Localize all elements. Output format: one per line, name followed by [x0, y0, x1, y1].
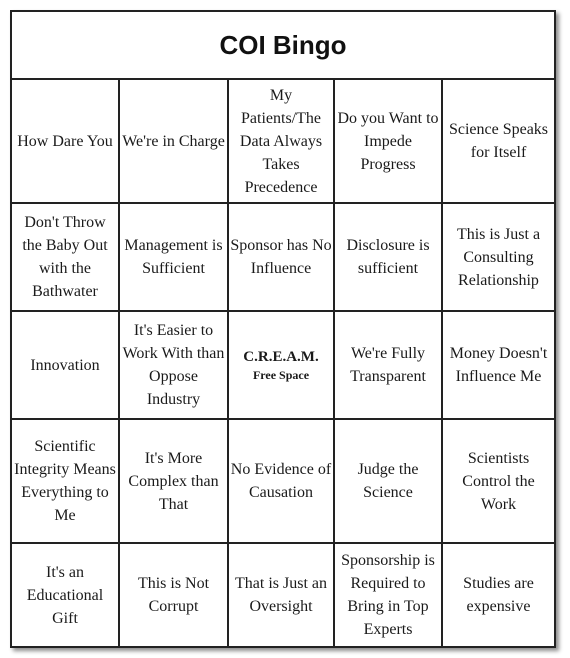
bingo-cell-r4c5: Scientists Control the Work — [443, 420, 554, 544]
bingo-cell-r3c5: Money Doesn't Influence Me — [443, 312, 554, 420]
bingo-cell-r2c3: Sponsor has No Influence — [229, 204, 335, 312]
bingo-cell-r5c2: This is Not Corrupt — [120, 544, 229, 646]
bingo-cell-r4c3: No Evidence of Causation — [229, 420, 335, 544]
bingo-cell-r1c1: How Dare You — [12, 80, 120, 204]
bingo-cell-r3c1: Innovation — [12, 312, 120, 420]
bingo-cell-r2c1: Don't Throw the Baby Out with the Bathwater — [12, 204, 120, 312]
free-space-cell — [229, 312, 335, 420]
bingo-cell-r1c2: We're in Charge — [120, 80, 229, 204]
free-space-title: C.R.E.A.M. — [243, 349, 319, 365]
bingo-cell-r2c5: This is Just a Consulting Relationship — [443, 204, 554, 312]
bingo-cell-r4c2: It's More Complex than That — [120, 420, 229, 544]
card-title: COI Bingo — [12, 12, 554, 80]
bingo-grid — [12, 80, 554, 646]
bingo-cell-r2c4: Disclosure is sufficient — [335, 204, 443, 312]
bingo-cell-r1c4: Do you Want to Impede Progress — [335, 80, 443, 204]
free-space-label: Free Space — [252, 368, 310, 382]
bingo-cell-r2c2: Management is Sufficient — [120, 204, 229, 312]
bingo-cell-r3c2: It's Easier to Work With than Oppose Industry — [120, 312, 229, 420]
bingo-cell-r4c4: Judge the Science — [335, 420, 443, 544]
bingo-cell-r5c3: That is Just an Oversight — [229, 544, 335, 646]
bingo-cell-r5c5: Studies are expensive — [463, 575, 534, 615]
bingo-card — [10, 10, 556, 648]
bingo-cell-r3c4: We're Fully Transparent — [335, 312, 443, 420]
bingo-cell-r1c5: Science Speaks for Itself — [443, 80, 554, 204]
bingo-cell-r5c1: It's an Educational Gift — [12, 544, 120, 646]
bingo-cell-r5c4: Sponsorship is Required to Bring in Top Experts — [335, 544, 443, 646]
bingo-cell-r1c3: My Patients/The Data Always Takes Precedence — [229, 80, 335, 204]
bingo-cell-r4c1: Scientific Integrity Means Everything to Me — [12, 420, 120, 544]
